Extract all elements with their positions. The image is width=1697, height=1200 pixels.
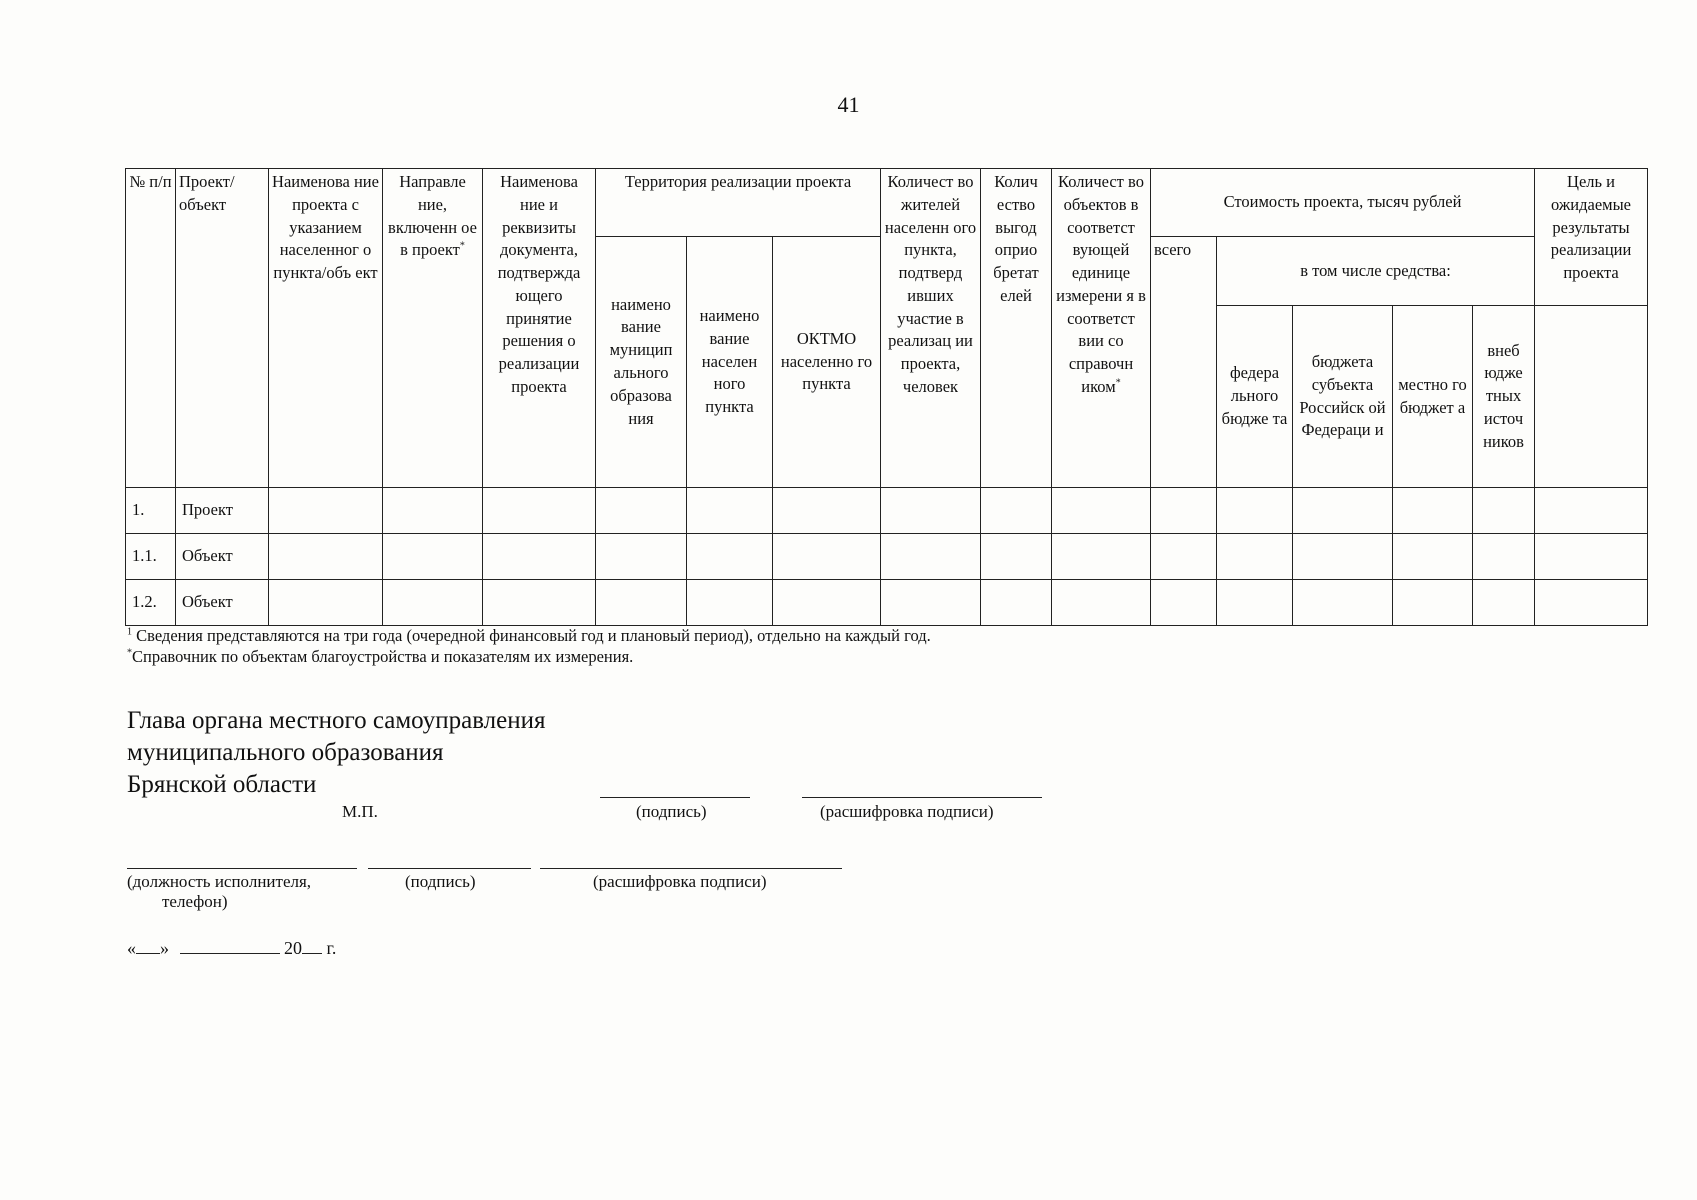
table-cell: [596, 488, 687, 534]
table-cell: [1293, 488, 1393, 534]
executor-signature-caption: (подпись): [405, 872, 476, 891]
row-type: Проект: [176, 488, 269, 534]
date-open-quote: «: [127, 938, 136, 958]
header-direction-mark: *: [459, 240, 465, 252]
header-cost: Стоимость проекта, тысяч рублей: [1151, 169, 1535, 237]
header-document: Наименова ние и реквизиты документа, подтвержда ющего принятие решения о реализации проекта: [483, 169, 596, 488]
table-cell: [981, 488, 1052, 534]
table-cell: [1473, 488, 1535, 534]
page-number: 41: [837, 92, 860, 117]
executor-position-caption: [127, 872, 311, 912]
table-cell: [981, 580, 1052, 626]
table-cell: [773, 534, 881, 580]
table-cell: [383, 534, 483, 580]
footnote-1-mark: 1: [127, 626, 132, 638]
header-cost-federal: федера льного бюдже та: [1217, 306, 1293, 488]
table-cell: [269, 534, 383, 580]
date-suffix: г.: [326, 938, 337, 958]
table-cell: [1151, 580, 1217, 626]
project-table: [125, 168, 1648, 626]
footnote-1-text: Сведения представляются на три года (очередной финансовый год и плановый период), отдельно на каждый год.: [136, 626, 931, 645]
footnote-2-text: Справочник по объектам благоустройства и показателям их измерения.: [132, 647, 634, 667]
header-cost-extra: внеб юдже тных источ ников: [1473, 306, 1535, 488]
row-type: Объект: [176, 534, 269, 580]
footnotes: [127, 625, 931, 668]
table-cell: [881, 580, 981, 626]
head-decode-caption: (расшифровка подписи): [820, 802, 994, 821]
footnote-2-mark: *: [127, 647, 132, 659]
head-decode-line: [802, 797, 1042, 798]
header-cost-including: в том числе средства:: [1217, 237, 1535, 306]
table-cell: [981, 534, 1052, 580]
month-blank: [180, 939, 280, 954]
header-cost-local: местно го бюджет а: [1393, 306, 1473, 488]
header-cost-regional: бюджета субъекта Российск ой Федераци и: [1293, 306, 1393, 488]
executor-position-caption-line-1: (должность исполнителя,: [127, 872, 312, 891]
executor-position-caption-line-2: телефон): [162, 892, 228, 911]
header-direction: [383, 169, 483, 488]
table-cell: [1217, 534, 1293, 580]
table-cell: [269, 488, 383, 534]
table-cell: [1535, 534, 1648, 580]
table-cell: [1217, 580, 1293, 626]
year-blank: [302, 939, 322, 954]
table-cell: [687, 534, 773, 580]
signatory-title-line-3: Брянской области: [127, 771, 317, 798]
header-project-object: Проект/ объект: [176, 169, 269, 488]
header-cost-total: всего: [1151, 237, 1217, 488]
table-cell: [269, 580, 383, 626]
table-cell: [596, 580, 687, 626]
header-goal: Цель и ожидаемые результаты реализации проекта: [1535, 169, 1648, 306]
table-row: [126, 488, 1648, 534]
table-cell: [773, 580, 881, 626]
date-close-quote: »: [160, 938, 169, 958]
table-cell: [596, 534, 687, 580]
table-row: [126, 534, 1648, 580]
header-num: № п/п: [126, 169, 176, 488]
table-cell: [483, 580, 596, 626]
table-cell: [881, 534, 981, 580]
table-cell: [1535, 488, 1648, 534]
executor-signature-line: [368, 868, 531, 869]
header-territory: Территория реализации проекта: [596, 169, 881, 237]
header-territory-municipality: наимено вание муницип ального образова ния: [596, 237, 687, 488]
table-cell: [1052, 534, 1151, 580]
table-cell: [1151, 488, 1217, 534]
head-signature-line: [600, 797, 750, 798]
footnote-2: [127, 646, 931, 667]
table-cell: [1535, 580, 1648, 626]
row-type: Объект: [176, 580, 269, 626]
year-prefix: 20: [284, 938, 302, 958]
table-cell: [1473, 534, 1535, 580]
table-cell: [1293, 534, 1393, 580]
header-objects-count: [1052, 169, 1151, 488]
table-cell: [1217, 488, 1293, 534]
date-line: [127, 938, 336, 959]
header-residents: Количест во жителей населенн ого пункта, подтверд ивших участие в реализац ии проекта, человек: [881, 169, 981, 488]
header-beneficiaries: Колич ество выгод оприо бретат елей: [981, 169, 1052, 488]
header-direction-text: Направле ние, включенн ое в проект: [388, 172, 477, 260]
table-cell: [1393, 488, 1473, 534]
head-signature-caption: (подпись): [636, 802, 707, 821]
table-cell: [881, 488, 981, 534]
table-row: [126, 580, 1648, 626]
signatory-title: [127, 705, 546, 801]
executor-decode-line: [540, 868, 842, 869]
table-cell: [1393, 534, 1473, 580]
row-num: 1.2.: [126, 580, 176, 626]
table-cell: [383, 488, 483, 534]
header-territory-oktmo: ОКТМО населенно го пункта: [773, 237, 881, 488]
executor-position-line: [127, 868, 357, 869]
table-cell: [1293, 580, 1393, 626]
header-project-name: Наименова ние проекта с указанием населенног о пункта/объ ект: [269, 169, 383, 488]
table-cell: [1393, 580, 1473, 626]
table-cell: [773, 488, 881, 534]
table-cell: [383, 580, 483, 626]
table-cell: [1052, 488, 1151, 534]
table-cell: [687, 488, 773, 534]
row-num: 1.1.: [126, 534, 176, 580]
table-cell: [483, 488, 596, 534]
day-blank: [136, 939, 160, 954]
signatory-title-line-1: Глава органа местного самоуправления: [127, 707, 546, 734]
table-cell: [1473, 580, 1535, 626]
header-objects-count-mark: *: [1115, 377, 1121, 389]
table-cell: [1151, 534, 1217, 580]
table-cell: [687, 580, 773, 626]
executor-decode-caption: (расшифровка подписи): [593, 872, 767, 891]
header-territory-settlement: наимено вание населен ного пункта: [687, 237, 773, 488]
table-cell: [483, 534, 596, 580]
table-cell: [1052, 580, 1151, 626]
footnote-1: [127, 625, 931, 646]
signatory-title-line-2: муниципального образования: [127, 739, 444, 766]
row-num: 1.: [126, 488, 176, 534]
header-goal-empty: [1535, 306, 1648, 488]
header-objects-count-text: Количест во объектов в соответст вующей единице измерени я в соответст вии со справочн иком: [1056, 172, 1146, 396]
seal-label: М.П.: [342, 802, 378, 821]
